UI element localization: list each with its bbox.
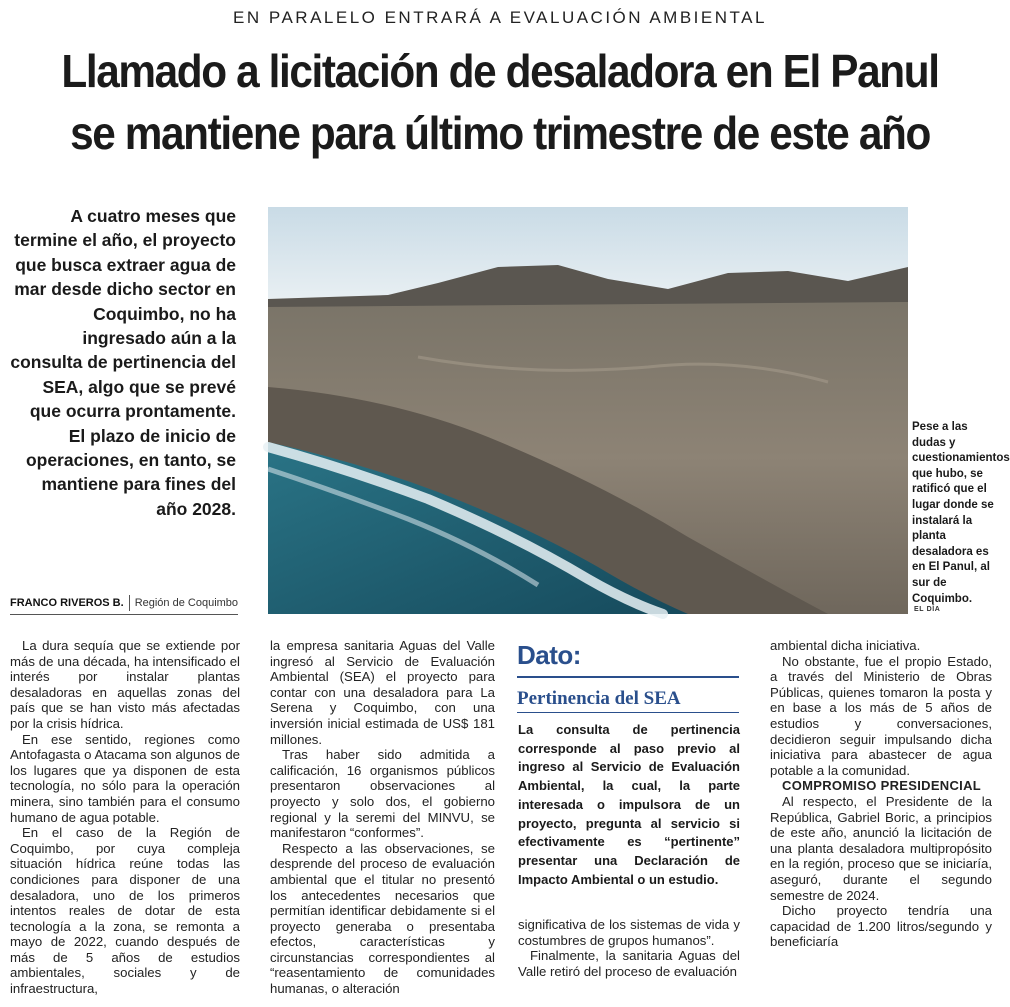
byline-separator	[129, 595, 130, 611]
dato-title: Dato:	[517, 640, 581, 670]
body-column-2	[270, 638, 495, 997]
headline-line-1: Llamado a licitación de desaladora en El Panul	[61, 45, 939, 97]
dato-subtitle: Pertinencia del SEA	[517, 688, 681, 709]
photo-caption: Pese a las dudas y cuestionamientos que hubo, se ratificó que el lugar donde se instalará la planta desaladora es en El Panul, al sur de Coquimbo.	[912, 421, 1010, 605]
section-subhead: COMPROMISO PRESIDENCIAL	[782, 778, 982, 794]
dato-sub-divider	[517, 712, 739, 713]
byline-region: Región de Coquimbo	[134, 597, 239, 609]
paragraph: Finalmente, la sanitaria Aguas del Valle retiró del proceso de evaluación	[518, 948, 740, 979]
body-column-4	[770, 638, 992, 950]
paragraph: En el caso de la Región de Coquimbo, por cuya compleja situación hídrica reúne todas las condiciones para disponer de una desaladora, uno de los primeros intentos reales de dotar de esta tecnología a la zona, se remonta a mayo de 2022, cuando después de más de 5 años de estudios ambientales, sociales y de infraestructura,	[10, 825, 240, 997]
paragraph: No obstante, fue el propio Estado, a través del Ministerio de Obras Públicas, quienes tomaron la posta y en base a los más de 5 años de estudios y conversaciones, decidieron seguir impulsando dicha iniciativa para abastecer de agua potable a la comunidad.	[770, 653, 992, 778]
body-column-1	[10, 638, 240, 997]
photo-credit: EL DÍA	[914, 606, 941, 613]
paragraph: Tras haber sido admitida a calificación, 16 organismos públicos presentaron observaciones al proyecto y solo dos, el gobierno regional y la seremi del MINVU, se manifestaron “conformes”.	[270, 747, 495, 841]
byline	[10, 592, 238, 615]
paragraph: ambiental dicha iniciativa.	[770, 638, 921, 653]
coast-photo-illustration	[268, 207, 908, 614]
headline-line-2: se mantiene para último trimestre de este año	[70, 107, 930, 159]
paragraph: la empresa sanitaria Aguas del Valle ingresó al Servicio de Evaluación Ambiental (SEA) el proyecto para contar con una desaladora para La Serena y Coquimbo, con una inversión inicial estimada de US$ 181 millones.	[270, 638, 495, 747]
kicker: EN PARALELO ENTRARÁ A EVALUACIÓN AMBIENTAL	[233, 8, 767, 27]
paragraph: La dura sequía que se extiende por más de una década, ha intensificado el interés por instalar plantas desaladoras en aquellas zonas del país que se han visto más afectadas por la crisis hídrica.	[10, 638, 240, 731]
paragraph: significativa de los sistemas de vida y costumbres de grupos humanos”.	[518, 917, 740, 948]
paragraph: En ese sentido, regiones como Antofagasta o Atacama son algunos de los lugares que ya disponen de esta tecnología, no sólo para la operación minera, sino también para el consumo humano de agua potable.	[10, 731, 240, 825]
paragraph: Al respecto, el Presidente de la República, Gabriel Boric, a principios de este año, anunció la licitación de una planta desaladora multipropósito en la región, proceso que se iniciaría, aseguró, durante el segundo semestre de 2024.	[770, 793, 992, 903]
headline	[40, 40, 960, 164]
dato-body: La consulta de pertinencia corresponde al paso previo al ingreso al Servicio de Evaluación Ambiental, la cual, la parte interesada o impulsora de un proyecto, pregunta al servicio si efectivamente es “pertinente” presentar una Declaración de Impacto Ambiental o un estudio.	[518, 722, 740, 887]
body-column-3	[518, 917, 740, 979]
byline-author: FRANCO RIVEROS B.	[10, 597, 124, 609]
paragraph: Dicho proyecto tendría una capacidad de 1.200 litros/segundo y beneficiaría	[770, 903, 992, 950]
lead-paragraph: A cuatro meses que termine el año, el proyecto que busca extraer agua de mar desde dicho sector en Coquimbo, no ha ingresado aún a la consulta de pertinencia del SEA, algo que se prevé que ocurra prontamente. El plazo de inicio de operaciones, en tanto, se mantiene para fines del año 2028.	[10, 206, 236, 519]
coast-photo	[268, 207, 908, 614]
paragraph: Respecto a las observaciones, se desprende del proceso de evaluación ambiental que el titular no presentó los antecedentes necesarios que permitían identificar debidamente si el proyecto generaba o presentaba efectos, características y circunstancias correspondientes al “reasentamiento de comunidades humanas, o alteración	[270, 840, 495, 997]
dato-divider	[517, 676, 739, 678]
